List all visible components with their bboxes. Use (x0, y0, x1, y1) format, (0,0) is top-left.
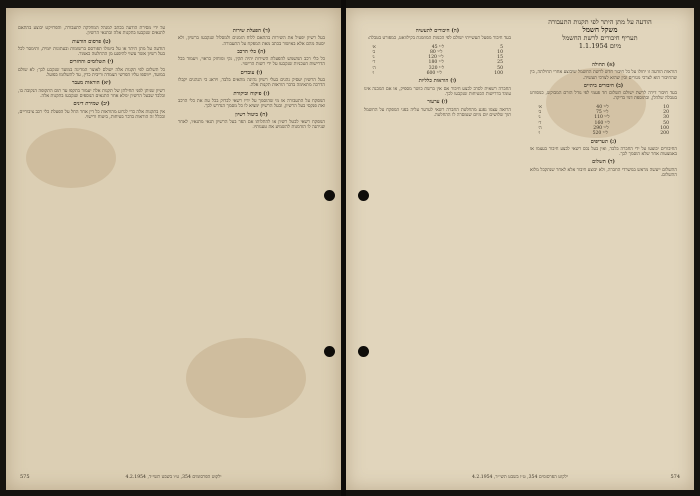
header-line: הודעה על מתן היתר לפי תקנות התעבורה (548, 18, 652, 26)
header-title: משקל חשמל (582, 25, 618, 34)
table-cell: ל״י 80 (430, 49, 443, 55)
section-heading: (ד) תשלום (591, 159, 616, 166)
table-row (538, 131, 669, 136)
left-page-column-left (18, 26, 165, 464)
table-cell: ד׳ (538, 120, 542, 126)
section-heading: (ו) עובדים (240, 69, 263, 76)
section-heading: (יא) הוראות מעבר (72, 80, 111, 87)
right-page-column-left (364, 26, 511, 464)
table-cell: 15 (497, 55, 503, 61)
binding-hole (358, 346, 369, 357)
table-cell: ל״י 75 (596, 110, 609, 116)
page-number: 575 (20, 474, 30, 480)
paragraph: החיבורים יבוצעו על ידי החברה בלבד, ואין בעל נכס רשאי לבצע חיבור בעצמו או באמצעות אחר שלא הוסמך לכך. (530, 146, 677, 158)
binding-hole (358, 190, 369, 201)
table-cell: 100 (494, 71, 503, 77)
table-cell: ג׳ (538, 115, 541, 121)
table-cell: 200 (660, 131, 669, 137)
table-cell: 10 (663, 104, 669, 110)
table-cell: ה׳ (538, 125, 542, 131)
section-heading: (ג) תעריפים (590, 138, 617, 145)
right-page (346, 8, 694, 490)
section-heading: (ז) ערעור (427, 99, 448, 106)
table-cell: ל״י 160 (594, 120, 610, 126)
table-cell: ו׳ (372, 71, 375, 77)
table-cell: ה׳ (372, 65, 376, 71)
paragraph: בעד חיבור מפעל תעשייתי ישולם לפי הכמות המוזמנת בקילוואט, כמפורט בטבלה: (367, 36, 511, 42)
section-heading: (יב) שמירת דינים (73, 101, 110, 108)
table-cell: ל״י 120 (428, 55, 444, 61)
paragraph: החברה רשאית לסרב לבצע חיבור אם אין ברשת כושר מספיק, או אם המבנה אינו עומד בדרישות הבטיחות שנקבעו לכך. (364, 86, 511, 97)
right-page-column-right (530, 60, 677, 464)
paragraph: המפקח על התעבורה או מי שהוסמך על ידיו רשאי לבדוק בכל עת את כלי הרכב ואת פנקסי בעל הרשיון, ובעל הרשיון ימציא לו כל מסמך הנדרש לכך. (178, 98, 325, 110)
section-heading: (ט) פרסום הודעות (72, 38, 111, 45)
table-cell: ל״י 40 (596, 104, 609, 110)
table-cell: ד׳ (372, 60, 376, 66)
table-cell: ו׳ (538, 131, 541, 137)
table-cell: א׳ (372, 44, 376, 50)
paragraph: המפקח רשאי לבטל רשיון או להתלותו אם הפר בעל הרשיון תנאי מתנאיו, לאחר שניתנה לו הזדמנות להשמיע את טענותיו. (178, 119, 325, 131)
paragraph: בעד חיבור דירה לרשת ישולם תשלום חד פעמי לפי גודל הזרם המבוקש, כמפורט בטבלה שלהלן, ובתוספת דמי בדיקה. (530, 91, 677, 102)
table-cell: 5 (500, 44, 503, 50)
binding-hole (324, 346, 335, 357)
paragraph: בעל רשיון יפעיל את השירות בהתאם ללוח הזמנים ולמסלול שנקבעו ברשיון, ולא יסטה מהם אלא באישור בכתב מאת המפקח על התעבורה. (178, 36, 325, 47)
table-cell: 10 (497, 49, 503, 55)
table-cell: 50 (497, 65, 503, 71)
table-cell: ב׳ (538, 110, 542, 116)
section-heading: (י) תשלומים והחזרים (69, 59, 114, 66)
table-row (372, 71, 503, 76)
left-page-column-right (178, 26, 325, 464)
left-page (6, 8, 341, 490)
paragraph: כל כלי רכב המשמש להפעלת השירות יהיה תקין, נקי ומוחזק כראוי, ויעמוד בכל הדרישות הטכניות שנקבעו על ידי רשות הרישוי. (178, 57, 325, 68)
section-heading: (ח) ביטול רשיון (235, 111, 268, 118)
section-heading: (ו) הוראות כלליות (418, 78, 457, 85)
table-cell: 20 (663, 110, 669, 116)
section-heading: (א) תחולה (591, 62, 616, 68)
table-cell: ל״י 180 (428, 60, 444, 66)
page-header (520, 18, 680, 50)
table-cell: ב׳ (372, 49, 376, 55)
section-heading: (ז) פיקוח וביקורת (233, 90, 270, 97)
table-cell: 30 (663, 115, 669, 121)
table-cell: ל״י 110 (594, 115, 610, 121)
section-heading: (ב) חיבורים ביתיים (583, 82, 624, 89)
paragraph: כל תשלום לפי תקנות אלה ישולם לאוצר המדינה במועד שנקבע לכך; לא שולם במועד, ייווספו עליו הפרשי הצמדה וריבית כדין, עד לתשלומו בפועל. (18, 67, 165, 79)
footnote: ילקוט הפרסומים 354, ט״ו בשבט תשי״ד, 4.2.1954 (125, 475, 222, 480)
section-heading: (ה) כלי הרכב (237, 48, 266, 55)
paragraph: בעל הרשיון יעסיק נהגים בעלי רשיון נהיגה מתאים בלבד, וידאג כי הנהגים יקבלו הדרכה מתאימה בדבר הוראות תקנות אלה. (178, 78, 325, 89)
paragraph: הרואה עצמו נפגע מהחלטת החברה רשאי לערער עליה בפני המפקח על החשמל תוך שלושים יום מיום שנמסרה לו ההחלטה. (364, 107, 511, 118)
paragraph: רשיון שניתן לפני תחילתן של תקנות אלה יעמוד בתקפו עד תום התקופה הנקובה בו, ובלבד שבעל הרשיון ימלא אחר התנאים הנוספים שנקבעו בתקנות אלה. (18, 88, 165, 99)
rate-table-a (538, 105, 669, 137)
table-cell: 100 (660, 125, 669, 131)
table-cell: ל״י 290 (593, 125, 609, 131)
table-cell: 50 (663, 120, 669, 126)
table-cell: ג׳ (372, 55, 375, 61)
table-cell: ל״י 520 (592, 131, 608, 137)
paragraph: התשלום ייעשה מראש במשרדי החברה, ולא יבוצע חיבור אלא לאחר שנתקבל מלוא התשלום. (530, 167, 677, 179)
page-number: 574 (670, 474, 680, 480)
binding-hole (324, 190, 335, 201)
table-cell: ל״י 320 (428, 65, 445, 71)
section-heading: (ד) הפעלת שירות (232, 28, 271, 34)
header-line: מיום 1.1.1954 (578, 42, 622, 50)
table-cell: ל״י 600 (426, 71, 442, 77)
table-cell: א׳ (538, 104, 542, 110)
table-cell: 25 (497, 60, 503, 66)
header-line: תעריף חיבורים לרשת החשמל (562, 34, 638, 42)
paragraph: הוראות הודעה זו יחולו על כל חיבור חדש לרשת החשמל שיבוצע אחרי תחילתה, בין שהחיבור הוא לצרכי מגורים ובין שהוא לצרכי תעשיה. (530, 70, 677, 81)
table-cell: ל״י 45 (431, 44, 445, 50)
section-heading: (ה) חיבורים לתעשיה (415, 28, 460, 34)
paragraph: הודעה על מתן היתר או על ביטולו תפורסם ברשומות ובעתונות יומית, ותימסר לכל בעל רשיון אשר עשוי להיפגע מן ההחלטה כאמור. (18, 46, 165, 58)
paragraph: אין בתקנות אלה כדי לגרוע מהוראות כל דין אחר החל על הפעלת כלי רכב ציבוריים, ובכלל זה הוראות בדבר בטיחות, ביטוח ורישוי. (18, 109, 165, 120)
footnote: ילקוט הפרסומים 354, ט״ו בשבט תשי״ד, 4.2.1954 (472, 475, 568, 480)
paragraph: על ידי מסירת הודעה בכתב למנהל המחלקה לתעבורה, והפרויקט יבוצע בהתאם לתנאים שנקבעו בתקנות אלה ובתנאי הרשיון. (18, 26, 165, 37)
rate-table-b (372, 45, 503, 77)
